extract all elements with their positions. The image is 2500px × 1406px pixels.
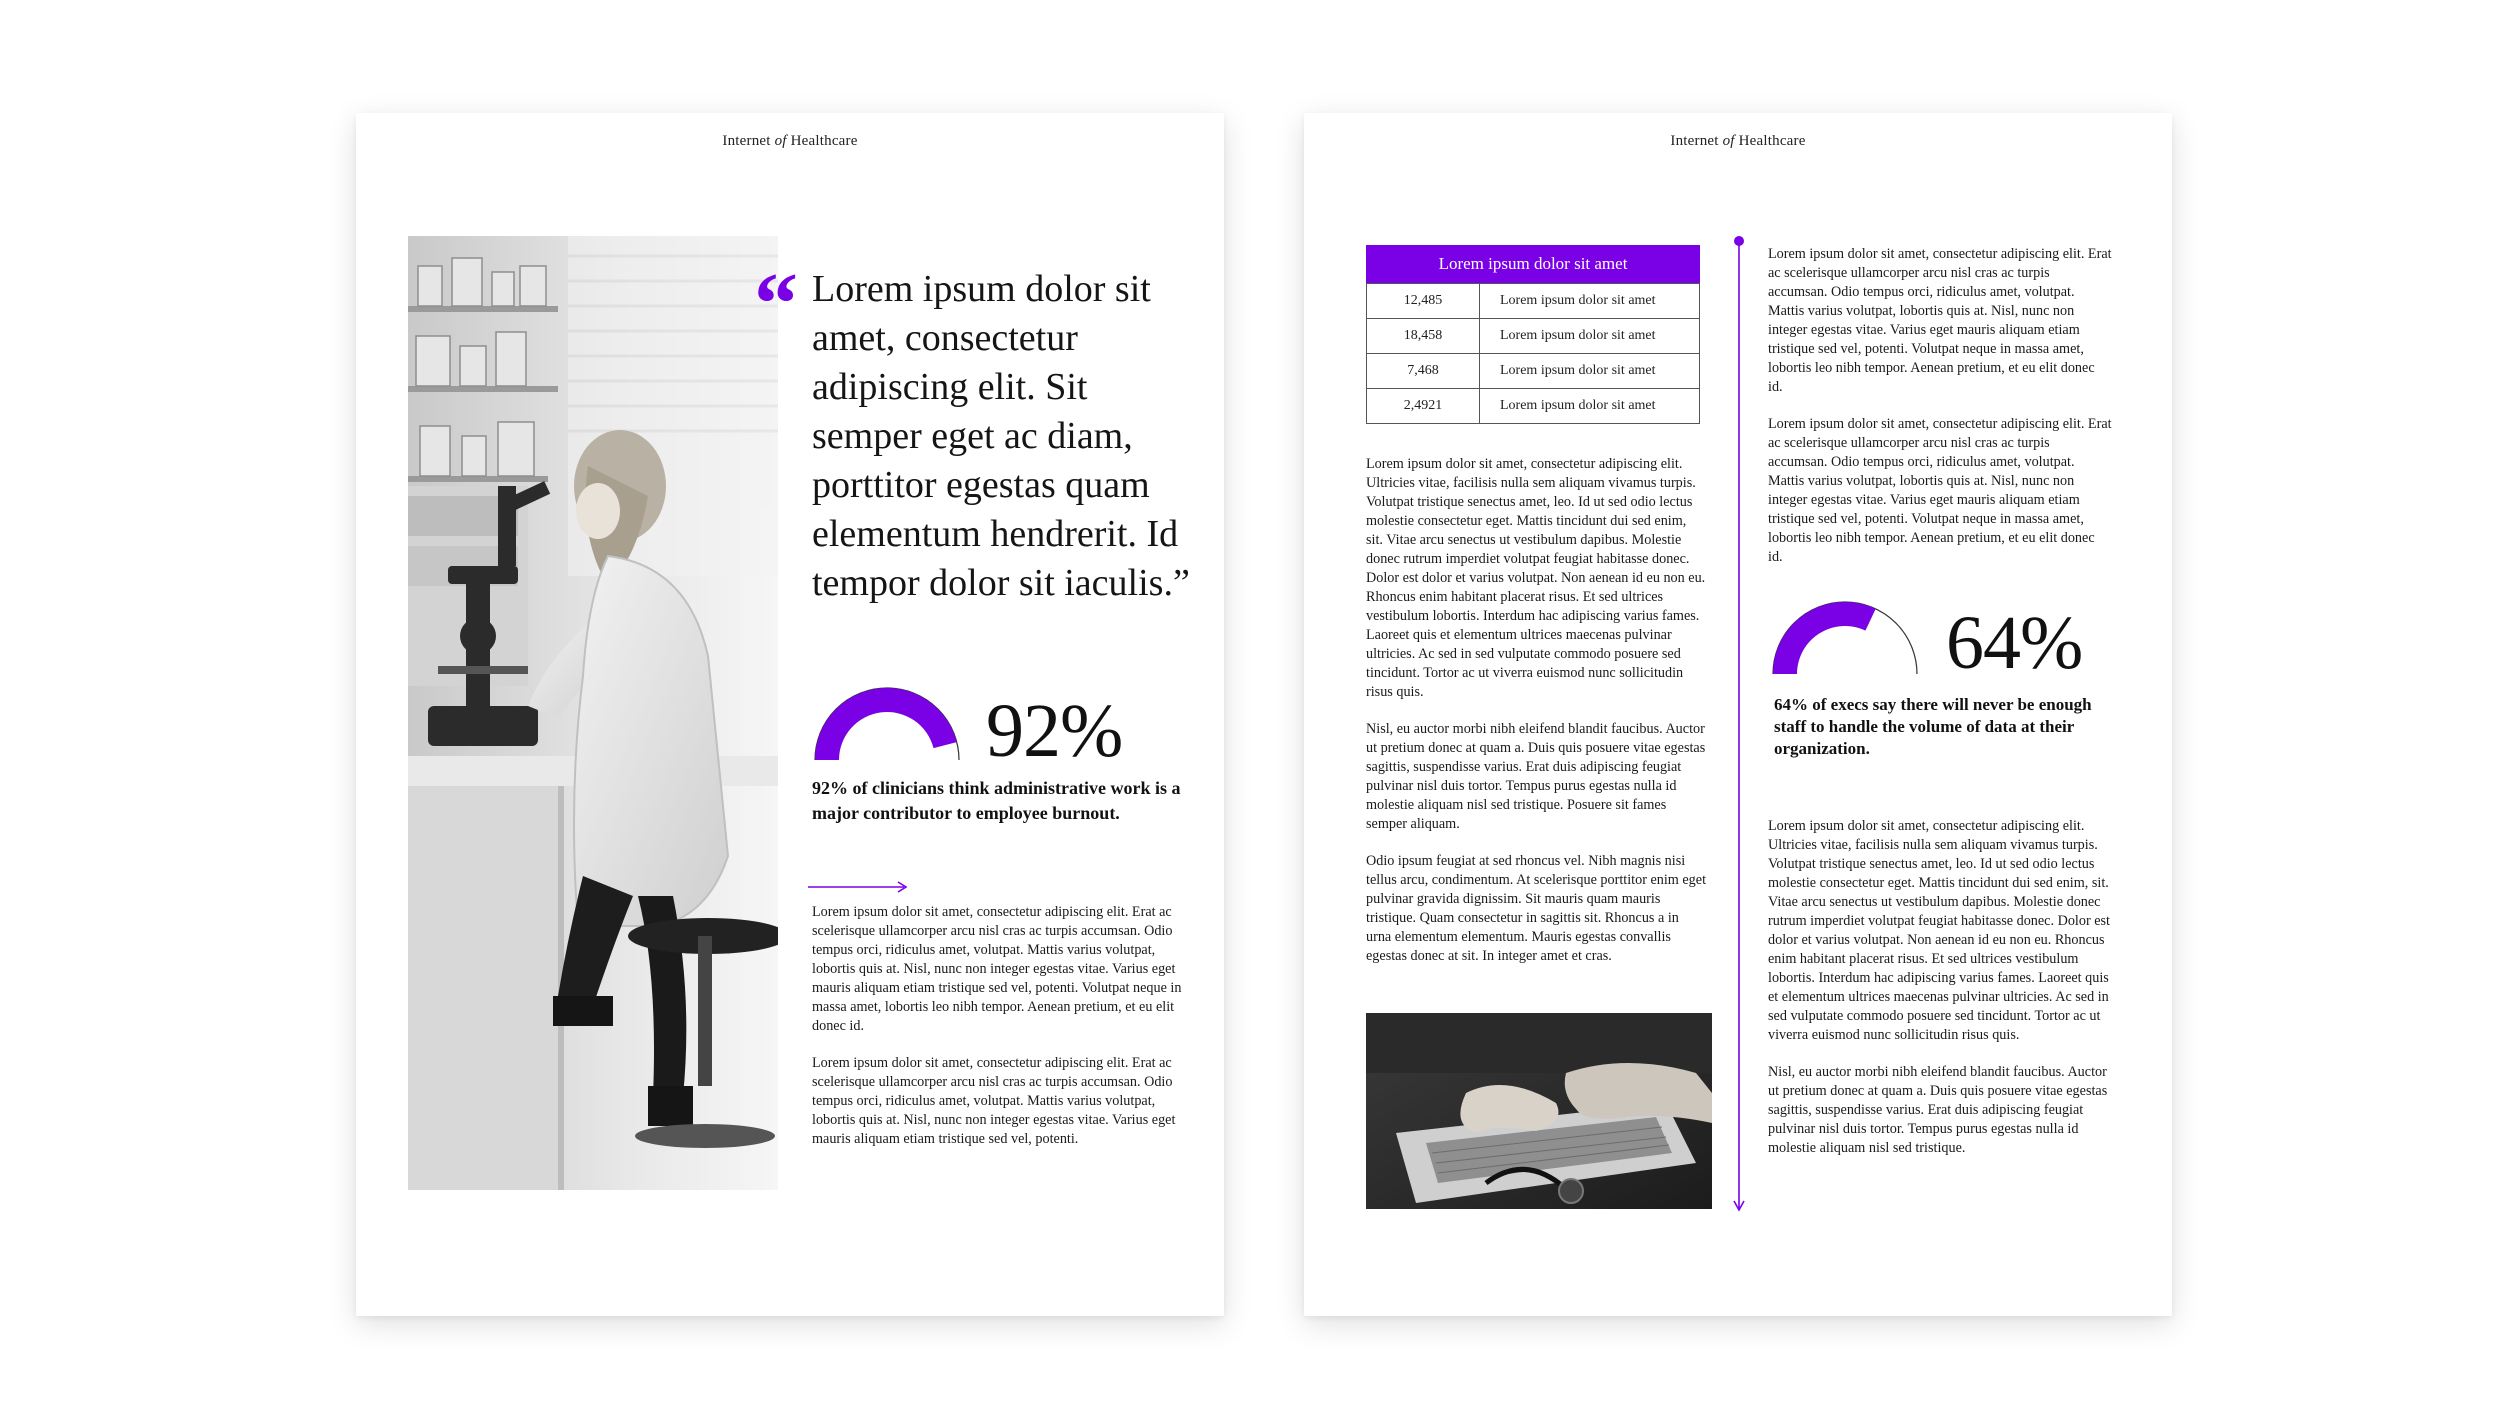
scientist-microscope-photo (408, 236, 778, 1190)
paragraph: Lorem ipsum dolor sit amet, consectetur adipiscing elit. Erat ac scelerisque ullamcorper arcu nisl cras ac turpis accumsan. Odio tempus orci, ridiculus amet, volutpat. Mattis varius volutpat, lobortis quis at. Nisl, nunc non integer egestas vitae. Varius eget mauris aliquam etiam tristique sed vel, potenti. Volutpat neque in massa amet, lobortis leo nibh tempor. Aenean pretium, et eu elit donec id. (812, 904, 1182, 1034)
paragraph: Odio ipsum feugiat at sed rhoncus vel. Nibh magnis nisi tellus arcu, condimentum. At scelerisque porttitor enim eget pulvinar gravida dignissim. Sit mauris quam mauris tristique. Quam consectetur in sagittis sit. Rhoncus a in urna elementum elementum. Mauris egestas convallis egestas donec at sit. In integer amet et cras. (1366, 853, 1707, 964)
paragraph: Nisl, eu auctor morbi nibh eleifend blandit faucibus. Auctor ut pretium donec at quam a. Duis quis posuere vitae egestas sagittis, suspendisse varius. Erat duis adipiscing feugiat pulvinar nisl duis tortor. Tempus purus egestas nulla id molestie aliquam nisl sed tristique. Posuere sit fames semper aliquam. (1366, 721, 1706, 832)
paragraph: Nisl, eu auctor morbi nibh eleifend blandit faucibus. Auctor ut pretium donec at quam a. Duis quis posuere vitae egestas sagittis, suspendisse varius. Erat duis adipiscing feugiat pulvinar nisl duis tortor. Tempus purus egestas nulla id molestie aliquam nisl sed tristique. (1768, 1064, 2108, 1156)
stat-value: 92% (986, 689, 1123, 773)
table-cell-number: 7,468 (1367, 354, 1480, 389)
left-page (356, 113, 1224, 1316)
table-row (1367, 389, 1700, 424)
stat-caption: 64% of execs say there will never be enough staff to handle the volume of data at their organization. (1774, 695, 2092, 758)
paragraph: Lorem ipsum dolor sit amet, consectetur adipiscing elit. Ultricies vitae, facilisis nulla sem aliquam vivamus turpis. Volutpat tristique senectus amet, leo. Id ut sed odio lectus molestie consectetur eget. Mattis tincidunt dui sed enim, sit. Vitae arcu senectus ut vestibulum dapibus. Molestie donec rutrum imperdiet volutpat feugiat habitasse donec. Dolor est dolor et varius volutpat. Non aenean id eu non eu. Rhoncus enim habitant placerat risus. Et sed ultrices vestibulum lobortis. Interdum hac adipiscing varius fames. Laoreet quis et elementum ultrices maecenas pulvinar ultricies. Ac sed in sed vulputate commodo posuere sed tincidunt. Tortor ac ut viverra euismod nunc sollicitudin risus quis. (1366, 456, 1706, 700)
pull-quote: Lorem ipsum dolor sit amet, consectetur adipiscing elit. Sit semper eget ac diam, porttitor egestas quam elementum hendrerit. Id tempor dolor sit iaculis.” (812, 268, 1190, 604)
table-cell-label: Lorem ipsum dolor sit amet (1480, 354, 1700, 389)
right-left-column-text (1366, 455, 1706, 984)
table-header: Lorem ipsum dolor sit amet (1366, 245, 1700, 283)
table-cell-label: Lorem ipsum dolor sit amet (1480, 389, 1700, 424)
table-cell-number: 2,4921 (1367, 389, 1480, 424)
right-right-column-bottom-text (1768, 817, 2112, 1176)
laptop-typing-photo (1366, 1013, 1712, 1209)
running-head: Internet of Healthcare (1670, 133, 1806, 149)
quote-mark-icon: “ (754, 256, 798, 353)
gauge-fill (1773, 602, 1876, 674)
gauge-fill (815, 688, 957, 760)
left-body-text (812, 903, 1202, 1167)
stat-caption: 92% of clinicians think administrative work is a major contributor to employee burnout. (812, 778, 1181, 823)
vertical-divider-arrow-icon (1732, 235, 1746, 1217)
table-cell-number: 12,485 (1367, 284, 1480, 319)
table-cell-label: Lorem ipsum dolor sit amet (1480, 284, 1700, 319)
gauge-64-chart (1770, 599, 1920, 679)
paragraph: Lorem ipsum dolor sit amet, consectetur adipiscing elit. Erat ac scelerisque ullamcorper arcu nisl cras ac turpis accumsan. Odio tempus orci, ridiculus amet, volutpat. Mattis varius volutpat, lobortis quis at. Nisl, nunc non integer egestas vitae. Varius eget mauris aliquam etiam tristique sed vel, potenti. (812, 1055, 1176, 1147)
table-cell-number: 18,458 (1367, 319, 1480, 354)
table-row (1367, 284, 1700, 319)
table-cell-label: Lorem ipsum dolor sit amet (1480, 319, 1700, 354)
right-right-column-top-text (1768, 245, 2112, 585)
paragraph: Lorem ipsum dolor sit amet, consectetur adipiscing elit. Ultricies vitae, facilisis nulla sem aliquam vivamus turpis. Volutpat tristique senectus amet, leo. Id ut sed odio lectus molestie consectetur eget. Mattis tincidunt dui sed enim, sit. Vitae arcu senectus ut vestibulum dapibus. Molestie donec rutrum imperdiet volutpat feugiat habitasse donec. Dolor est dolor et varius volutpat. Non aenean id eu non eu. Rhoncus enim habitant placerat risus. Et sed ultrices vestibulum lobortis. Interdum hac adipiscing varius fames. Laoreet quis et elementum ultrices maecenas pulvinar ultricies. Ac sed in sed vulputate commodo posuere sed tincidunt. Tortor ac ut viverra euismod nunc sollicitudin risus quis. (1768, 818, 2110, 1043)
paragraph: Lorem ipsum dolor sit amet, consectetur adipiscing elit. Erat ac scelerisque ullamcorper arcu nisl cras ac turpis accumsan. Odio tempus orci, ridiculus amet, volutpat. Mattis varius volutpat, lobortis quis at. Nisl, nunc non integer egestas vitae. Varius eget mauris aliquam etiam tristique sed vel, potenti. Volutpat neque in massa amet, lobortis leo nibh tempor. Aenean pretium, et eu elit donec id. (1768, 416, 2112, 565)
table-row (1367, 319, 1700, 354)
paragraph: Lorem ipsum dolor sit amet, consectetur adipiscing elit. Erat ac scelerisque ullamcorper arcu nisl cras ac turpis accumsan. Odio tempus orci, ridiculus amet, volutpat. Mattis varius volutpat, lobortis quis at. Nisl, nunc non integer egestas vitae. Varius eget mauris aliquam etiam tristique sed vel, potenti. Volutpat neque in massa amet, lobortis leo nibh tempor. Aenean pretium, et eu elit donec id. (1768, 246, 2112, 395)
arrow-right-icon (808, 880, 912, 894)
right-page (1304, 113, 2172, 1316)
data-table (1366, 245, 1700, 424)
stat-value: 64% (1946, 601, 2083, 685)
table-row (1367, 354, 1700, 389)
gauge-92-chart (812, 685, 962, 765)
running-head: Internet of Healthcare (722, 133, 858, 149)
